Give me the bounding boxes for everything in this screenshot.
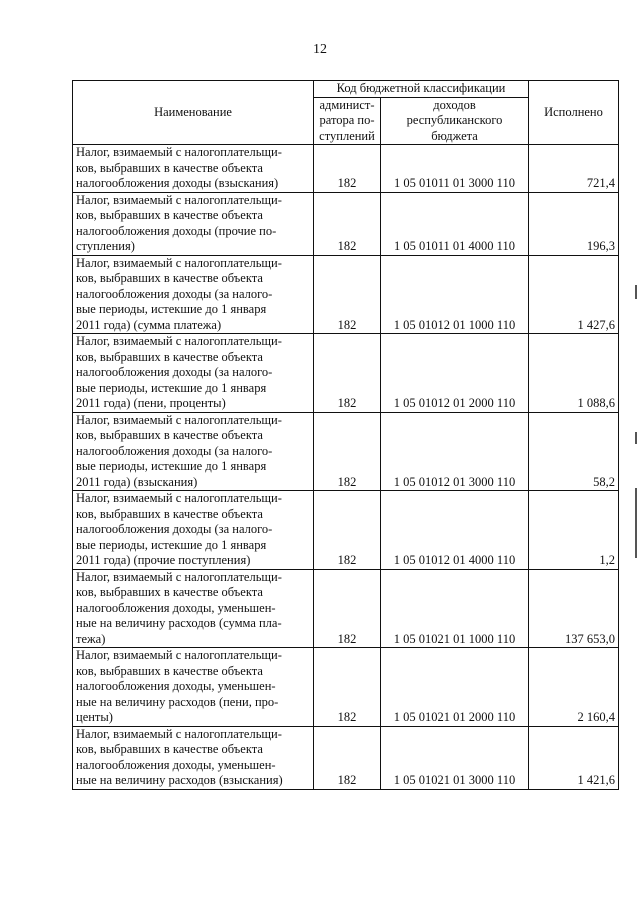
table-row <box>73 648 619 727</box>
row-admin-code: 182 <box>314 192 381 255</box>
row-name-line: Налог, взимаемый с налогоплательщи- <box>76 145 282 159</box>
row-name-cell <box>73 648 314 727</box>
row-name-line: ков, выбравших в качестве объекта <box>76 349 263 364</box>
row-name-line: ков, выбравших в качестве объекта <box>76 506 263 521</box>
header-administrator-line: админист- <box>319 97 375 112</box>
row-admin-code: 182 <box>314 334 381 413</box>
row-admin-code: 182 <box>314 412 381 491</box>
row-name-line: вые периоды, истекшие до 1 января <box>76 380 267 395</box>
row-revenue-code: 1 05 01021 01 3000 110 <box>381 726 529 789</box>
row-revenue-code: 1 05 01012 01 4000 110 <box>381 491 529 570</box>
row-executed-amount: 196,3 <box>529 192 619 255</box>
row-name-line: ков, выбравших в качестве объекта <box>76 428 263 442</box>
scan-edge-mark <box>635 432 637 444</box>
row-name-line: налогообложения доходы (взыскания) <box>76 176 279 190</box>
header-executed: Исполнено <box>529 81 619 145</box>
header-revenue-line: доходов <box>433 97 476 112</box>
row-name-line: налогообложения доходы (за налого- <box>76 443 273 458</box>
header-administrator <box>314 97 381 145</box>
row-name-cell <box>73 334 314 413</box>
row-name-line: налогообложения доходы (за налого- <box>76 286 273 301</box>
row-admin-code: 182 <box>314 145 381 193</box>
row-name-line: ные на величину расходов (сумма пла- <box>76 616 282 630</box>
row-name-line: Налог, взимаемый с налогоплательщи- <box>76 726 282 741</box>
row-name-line: ков, выбравших в качестве объекта <box>76 160 263 175</box>
page-number: 12 <box>313 42 327 57</box>
table-row <box>73 334 619 413</box>
row-name-line: ков, выбравших в качестве объекта <box>76 742 263 756</box>
row-name-line: Налог, взимаемый с налогоплательщи- <box>76 412 282 427</box>
row-name-line: вые периоды, истекшие до 1 января <box>76 302 267 316</box>
row-name-line: 2011 года) (сумма платежа) <box>76 317 222 332</box>
row-executed-amount: 2 160,4 <box>529 648 619 727</box>
row-revenue-code: 1 05 01011 01 4000 110 <box>381 192 529 255</box>
row-name-line: Налог, взимаемый с налогоплательщи- <box>76 255 282 270</box>
row-name-line: ные на величину расходов (пени, про- <box>76 694 279 709</box>
row-name-line: вые периоды, истекшие до 1 января <box>76 537 267 552</box>
row-name-line: вые периоды, истекшие до 1 января <box>76 459 267 473</box>
header-administrator-line: ратора по- <box>319 113 375 127</box>
table-body <box>73 145 619 790</box>
row-name-line: Налог, взимаемый с налогоплательщи- <box>76 192 282 207</box>
row-name-cell <box>73 255 314 334</box>
row-name-line: 2011 года) (пени, проценты) <box>76 396 226 410</box>
row-admin-code: 182 <box>314 648 381 727</box>
row-revenue-code: 1 05 01012 01 2000 110 <box>381 334 529 413</box>
row-executed-amount: 1 421,6 <box>529 726 619 789</box>
row-revenue-code: 1 05 01021 01 1000 110 <box>381 569 529 648</box>
header-budget-classification-code: Код бюджетной классификации <box>314 81 529 98</box>
header-name: Наименование <box>73 81 314 145</box>
row-name-line: налогообложения доходы, уменьшен- <box>76 679 276 693</box>
row-executed-amount: 1 427,6 <box>529 255 619 334</box>
row-admin-code: 182 <box>314 569 381 648</box>
row-name-line: налогообложения доходы (за налого- <box>76 522 273 536</box>
table-header <box>73 81 619 145</box>
table-row <box>73 569 619 648</box>
row-revenue-code: 1 05 01012 01 3000 110 <box>381 412 529 491</box>
table-row <box>73 192 619 255</box>
row-name-line: ков, выбравших в качестве объекта <box>76 585 263 599</box>
scan-edge-mark <box>635 488 637 558</box>
budget-table <box>72 80 619 790</box>
row-executed-amount: 1,2 <box>529 491 619 570</box>
header-administrator-line: ступлений <box>319 128 375 143</box>
row-name-line: центы) <box>76 710 113 724</box>
header-revenue <box>381 97 529 145</box>
row-executed-amount: 58,2 <box>529 412 619 491</box>
row-admin-code: 182 <box>314 726 381 789</box>
row-name-line: Налог, взимаемый с налогоплательщи- <box>76 334 282 348</box>
row-name-cell <box>73 491 314 570</box>
row-name-line: ков, выбравших в качестве объекта <box>76 663 263 678</box>
table-row <box>73 255 619 334</box>
table-row <box>73 412 619 491</box>
row-name-cell <box>73 145 314 193</box>
table-row <box>73 491 619 570</box>
row-name-cell <box>73 726 314 789</box>
row-name-line: Налог, взимаемый с налогоплательщи- <box>76 648 282 662</box>
header-revenue-line: бюджета <box>431 128 478 143</box>
row-name-line: тежа) <box>76 631 106 646</box>
row-name-cell <box>73 192 314 255</box>
row-name-line: ков, выбравших в качестве объекта <box>76 208 263 222</box>
row-name-line: Налог, взимаемый с налогоплательщи- <box>76 569 282 584</box>
scan-edge-mark <box>635 285 637 299</box>
row-name-line: налогообложения доходы (за налого- <box>76 365 273 379</box>
row-admin-code: 182 <box>314 491 381 570</box>
table-row <box>73 145 619 193</box>
row-revenue-code: 1 05 01021 01 2000 110 <box>381 648 529 727</box>
row-name-line: ступления) <box>76 239 135 253</box>
row-name-line: 2011 года) (взыскания) <box>76 474 198 489</box>
row-name-line: налогообложения доходы (прочие по- <box>76 223 277 238</box>
row-name-line: ные на величину расходов (взыскания) <box>76 773 283 787</box>
row-name-cell <box>73 412 314 491</box>
row-executed-amount: 137 653,0 <box>529 569 619 648</box>
row-revenue-code: 1 05 01012 01 1000 110 <box>381 255 529 334</box>
row-revenue-code: 1 05 01011 01 3000 110 <box>381 145 529 193</box>
row-name-line: налогообложения доходы, уменьшен- <box>76 600 276 615</box>
row-executed-amount: 1 088,6 <box>529 334 619 413</box>
row-executed-amount: 721,4 <box>529 145 619 193</box>
row-name-cell <box>73 569 314 648</box>
row-name-line: налогообложения доходы, уменьшен- <box>76 757 276 772</box>
row-name-line: Налог, взимаемый с налогоплательщи- <box>76 491 282 505</box>
row-admin-code: 182 <box>314 255 381 334</box>
row-name-line: 2011 года) (прочие поступления) <box>76 553 251 567</box>
header-revenue-line: республиканского <box>406 113 503 127</box>
table-row <box>73 726 619 789</box>
row-name-line: ков, выбравших в качестве объекта <box>76 271 263 285</box>
